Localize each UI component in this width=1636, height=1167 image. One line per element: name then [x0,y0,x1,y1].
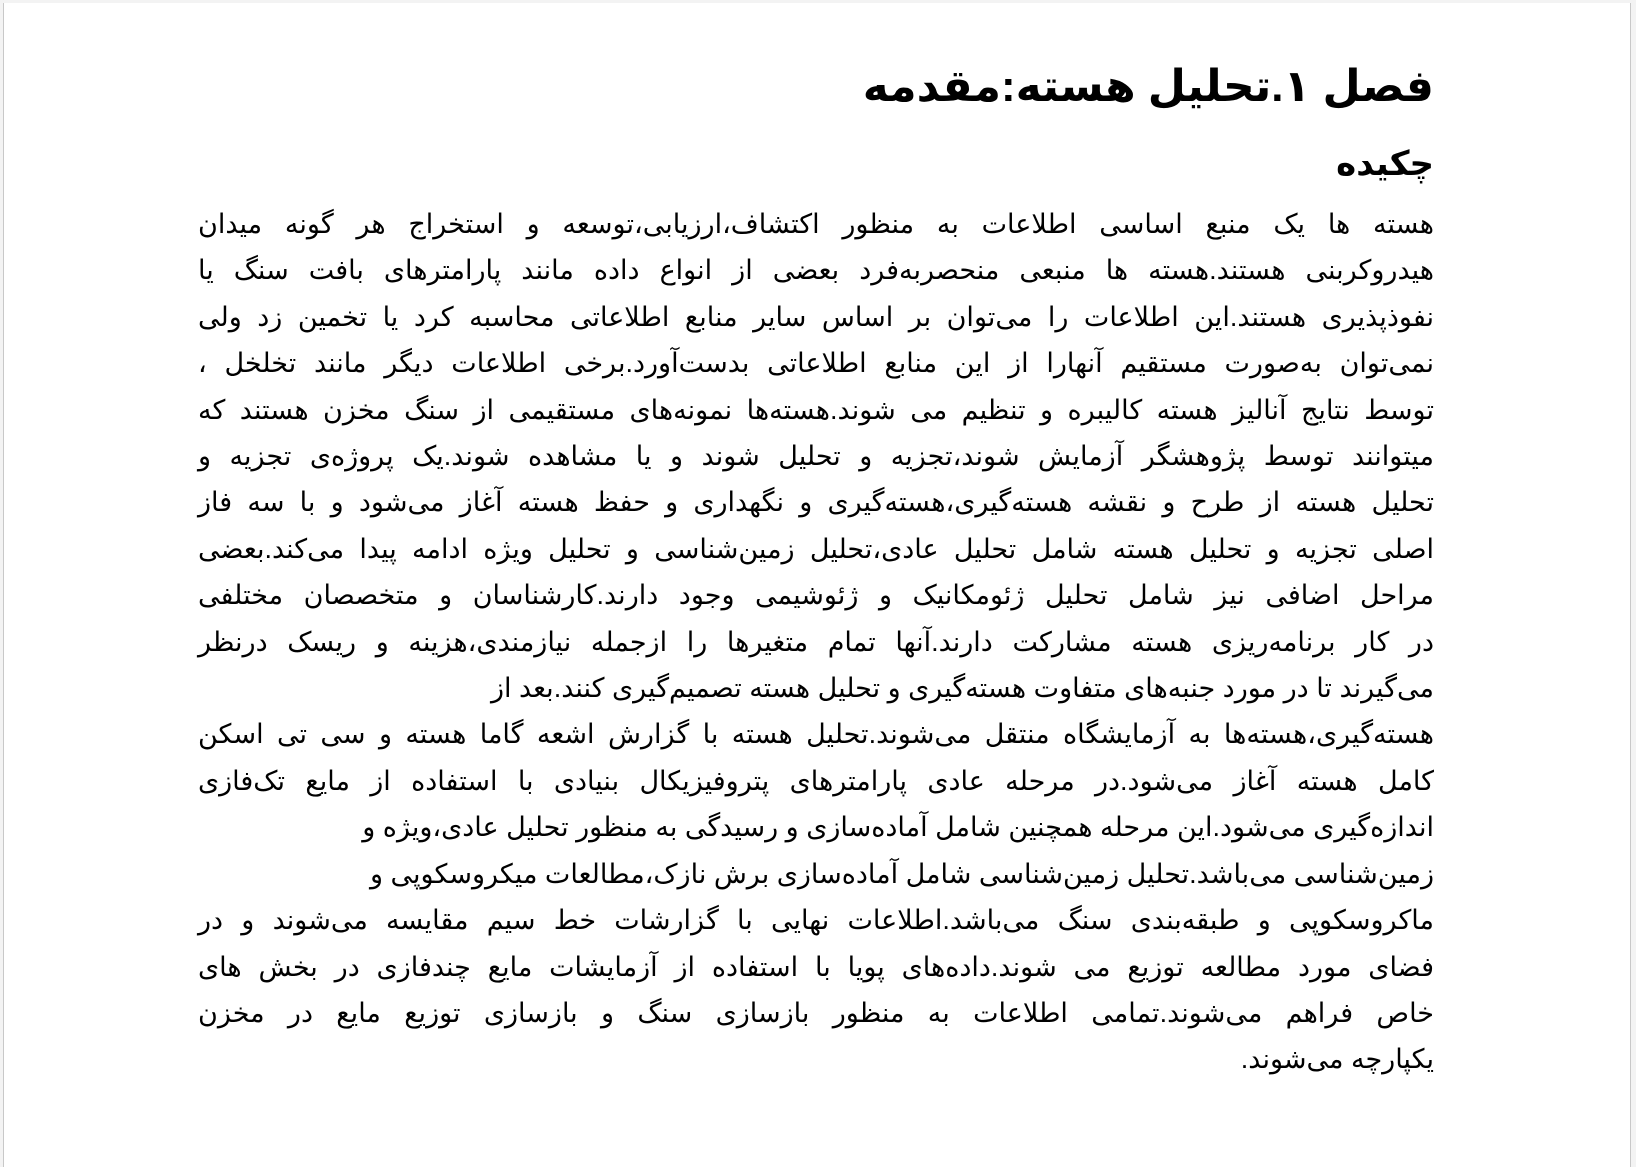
abstract-line: هیدروکربنی هستند.هسته ها منبعی منحصربه‌فرد بعضی از انواع داده مانند پارامترهای بافت سنگ یا [198,255,1434,286]
abstract-line: ماکروسکوپی و طبقه‌بندی سنگ می‌باشد.اطلاعات نهایی با گزارشات خط سیم مقایسه می‌شوند و در [198,905,1434,936]
abstract-line: در کار برنامه‌ریزی هسته مشارکت دارند.آنها تمام متغیرها را ازجمله نیازمندی،هزینه و ریسک درنظر [198,626,1434,657]
abstract-line: هسته ها یک منبع اساسی اطلاعات به منظور اکتشاف،ارزیابی،توسعه و استخراج هر گونه میدان [198,209,1434,239]
abstract-line: فضای مورد مطالعه توزیع می شوند.داده‌های پویا با استفاده از آزمایشات مایع چندفازی در بخش های [198,951,1434,982]
chapter-title: فصل ۱.تحلیل هسته:مقدمه [862,62,1434,111]
abstract-line: یکپارچه می‌شوند. [1240,1044,1434,1075]
abstract-line: نمی‌توان به‌صورت مستقیم آنهارا از این منابع اطلاعاتی بدست‌آورد.برخی اطلاعات دیگر مانند تخلخل ، [198,348,1434,379]
abstract-line: می‌گیرند تا در مورد جنبه‌های متفاوت هسته‌گیری و تحلیل هسته تصمیم‌گیری کنند.بعد از [490,673,1434,704]
document-page [3,3,1631,1167]
abstract-line: هسته‌گیری،هسته‌ها به آزمایشگاه منتقل می‌شوند.تحلیل هسته با گزارش اشعه گاما هسته و سی تی اسکن [198,719,1434,750]
abstract-line: میتوانند توسط پژوهشگر آزمایش شوند،تجزیه و تحلیل شوند و یا مشاهده شوند.یک پروژه‌ی تجزیه و [198,441,1434,472]
abstract-paragraph [198,201,1434,1083]
abstract-line: کامل هسته آغاز می‌شود.در مرحله عادی پارامترهای پتروفیزیکال بنیادی با استفاده از مایع تک‌فازی [198,765,1434,796]
abstract-line: اصلی تجزیه و تحلیل هسته شامل تحلیل عادی،تحلیل زمین‌شناسی و تحلیل ویژه ادامه پیدا می‌کند.بعضی [198,533,1434,564]
abstract-line: اندازه‌گیری می‌شود.این مرحله همچنین شامل آماده‌سازی و رسیدگی به منظور تحلیل عادی،ویژه و [362,812,1434,843]
abstract-line: توسط نتایج آنالیز هسته کالیبره و تنظیم می شوند.هسته‌ها نمونه‌های مستقیمی از سنگ مخزن هستند که [198,394,1434,425]
abstract-line: خاص فراهم می‌شوند.تمامی اطلاعات به منظور بازسازی سنگ و بازسازی توزیع مایع در مخزن [198,997,1434,1028]
page-content [198,55,1434,1083]
abstract-line: تحلیل هسته از طرح و نقشه هسته‌گیری،هسته‌گیری و نگهداری و حفظ هسته آغاز می‌شود و با سه فاز [198,487,1434,518]
abstract-line: نفوذپذیری هستند.این اطلاعات را می‌توان بر اساس سایر منابع اطلاعاتی محاسبه کرد یا تخمین زد ولی [198,301,1434,332]
abstract-line: مراحل اضافی نیز شامل تحلیل ژئومکانیک و ژئوشیمی وجود دارند.کارشناسان و متخصصان مختلفی [198,580,1434,611]
abstract-heading: چکیده [1336,145,1434,183]
abstract-line: زمین‌شناسی می‌باشد.تحلیل زمین‌شناسی شامل آماده‌سازی برش نازک،مطالعات میکروسکوپی و [369,858,1434,889]
